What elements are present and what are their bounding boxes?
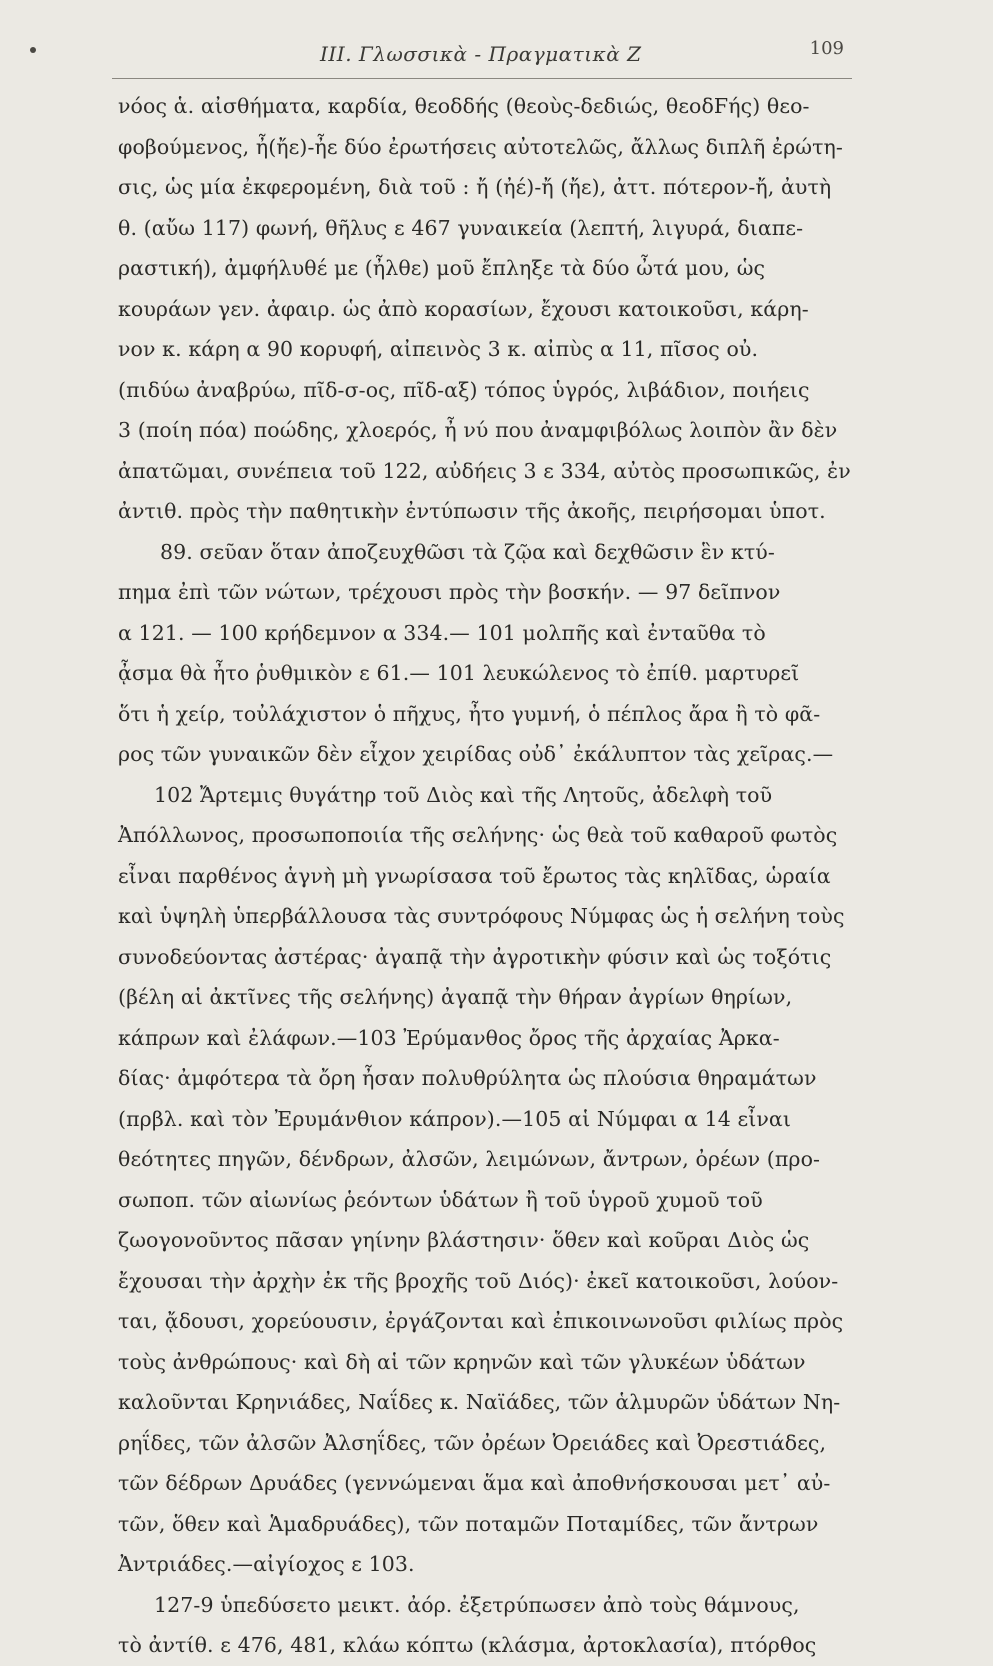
text-line: δίας· ἀμφότερα τὰ ὄρη ἦσαν πολυθρύλητα ὡς πλούσια θηραμάτων [118, 1066, 817, 1090]
text-line: κάπρων καὶ ἐλάφων.—103 Ἐρύμανθος ὄρος τῆς ἀρχαίας Ἀρκα- [118, 1025, 780, 1050]
text-line: εἶναι παρθένος ἁγνὴ μὴ γνωρίσασα τοῦ ἔρωτος τὰς κηλῖδας, ὡραία [118, 863, 831, 888]
text-line: θ. (αὔω 117) φωνή, θῆλυς ε 467 γυναικεία (λεπτή, λιγυρά, διαπε- [118, 215, 804, 240]
text-line: ὅτι ἡ χείρ, τοὐλάχιστον ὁ πῆχυς, ἦτο γυμνή, ὁ πέπλος ἄρα ἢ τὸ φᾶ- [118, 701, 821, 726]
text-line: ἀπατῶμαι, συνέπεια τοῦ 122, αὐδήεις 3 ε 334, αὐτὸς προσωπικῶς, ἐν [118, 458, 851, 483]
text-line: 127-9 ὑπεδύσετο μεικτ. ἀόρ. ἐξετρύπωσεν ἀπὸ τοὺς θάμνους, [154, 1592, 800, 1617]
text-line: νον κ. κάρη α 90 κορυφή, αἰπεινὸς 3 κ. αἰπὺς α 11, πῖσος οὐ. [118, 337, 759, 361]
text-line: ραστική), ἀμφήλυθέ με (ἦλθε) μοῦ ἔπληξε τὰ δύο ὦτά μου, ὡς [118, 256, 766, 280]
text-line: ἔχουσαι τὴν ἀρχὴν ἐκ τῆς βροχῆς τοῦ Διός)· ἐκεῖ κατοικοῦσι, λούον- [118, 1268, 839, 1293]
text-line: α 121. — 100 κρήδεμνον α 334.— 101 μολπῆς καὶ ἐνταῦθα τὸ [118, 620, 766, 645]
text-line: τὸ ἀντίθ. ε 476, 481, κλάω κόπτω (κλάσμα, ἀρτοκλασία), πτόρθος [118, 1633, 817, 1657]
text-line: (πρβλ. καὶ τὸν Ἐρυμάνθιον κάπρον).—105 αἱ Νύμφαι α 14 εἶναι [118, 1106, 791, 1131]
text-line: Ἀντριάδες.—αἰγίοχος ε 103. [118, 1552, 415, 1576]
text-line: καὶ ὑψηλὴ ὑπερβάλλουσα τὰς συντρόφους Νύμφας ὡς ἡ σελήνη τοὺς [118, 904, 845, 928]
text-line: ρος τῶν γυναικῶν δὲν εἶχον χειρίδας οὐδ᾽ ἐκάλυπτον τὰς χεῖρας.— [118, 742, 834, 766]
text-line: νόος ἁ. αἰσθήματα, καρδία, θεοδδής (θεοὺς-δεδιώς, θεοδϜής) θεο- [118, 94, 810, 118]
text-line: (πιδύω ἀναβρύω, πῖδ-σ-ος, πῖδ-αξ) τόπος ὑγρός, λιβάδιον, ποιήεις [118, 377, 810, 402]
text-line: 89. σεῦαν ὅταν ἀποζευχθῶσι τὰ ζῷα καὶ δεχθῶσιν ἓν κτύ- [160, 539, 775, 564]
running-header [112, 38, 852, 79]
text-line: τῶν δέδρων Δρυάδες (γεννώμεναι ἅμα καὶ ἀποθνήσκουσαι μετ᾽ αὐ- [118, 1471, 831, 1495]
text-line: 3 (ποίη πόα) ποώδης, χλοερός, ἦ νύ που ἀναμφιβόλως λοιπὸν ἂν δὲν [118, 418, 838, 442]
text-line: ἀντιθ. πρὸς τὴν παθητικὴν ἐντύπωσιν τῆς ἀκοῆς, πειρήσομαι ὑποτ. [118, 499, 826, 523]
text-line: σωποπ. τῶν αἰωνίως ῥεόντων ὑδάτων ἢ τοῦ ὑγροῦ χυμοῦ τοῦ [118, 1187, 763, 1212]
text-line: φοβούμενος, ἦ(ἤε)-ἦε δύο ἐρωτήσεις αὐτοτελῶς, ἄλλως διπλῆ ἐρώτη- [118, 134, 843, 159]
text-line: τῶν, ὅθεν καὶ Ἁμαδρυάδες), τῶν ποταμῶν Ποταμίδες, τῶν ἄντρων [118, 1511, 819, 1536]
margin-mark [30, 47, 36, 53]
text-line: (βέλη αἱ ἀκτῖνες τῆς σελήνης) ἀγαπᾷ τὴν θήραν ἀγρίων θηρίων, [118, 985, 793, 1009]
header-title: III. Γλωσσικὰ - Πραγματικὰ Ζ [320, 42, 642, 66]
text-line: πημα ἐπὶ τῶν νώτων, τρέχουσι πρὸς τὴν βοσκήν. — 97 δεῖπνον [118, 580, 781, 604]
text-line: τοὺς ἀνθρώπους· καὶ δὴ αἱ τῶν κρηνῶν καὶ τῶν γλυκέων ὑδάτων [118, 1349, 806, 1374]
commentary-text [118, 86, 876, 1666]
text-line: ᾆσμα θὰ ἦτο ῥυθμικὸν ε 61.— 101 λευκώλενος τὸ ἐπίθ. μαρτυρεῖ [118, 661, 800, 685]
text-line: σις, ὡς μία ἐκφερομένη, διὰ τοῦ : ἤ (ἠέ)-ἤ (ἤε), ἀττ. πότερον-ἤ, ἀυτὴ [118, 175, 832, 199]
text-line: κουράων γεν. ἀφαιρ. ὡς ἀπὸ κορασίων, ἔχουσι κατοικοῦσι, κάρη- [118, 296, 809, 321]
text-line: Ἀπόλλωνος, προσωποποιία τῆς σελήνης· ὡς θεὰ τοῦ καθαροῦ φωτὸς [118, 823, 838, 847]
text-line: ται, ᾄδουσι, χορεύουσιν, ἐργάζονται καὶ ἐπικοινωνοῦσι φιλίως πρὸς [118, 1309, 844, 1333]
text-line: ζωογονοῦντος πᾶσαν γηίνην βλάστησιν· ὅθεν καὶ κοῦραι Διὸς ὡς [118, 1228, 810, 1252]
text-line: ρηΐδες, τῶν ἀλσῶν Ἀλσηΐδες, τῶν ὀρέων Ὀρειάδες καὶ Ὀρεστιάδες, [118, 1430, 827, 1455]
text-line: 102 Ἄρτεμις θυγάτηρ τοῦ Διὸς καὶ τῆς Λητοῦς, ἀδελφὴ τοῦ [154, 782, 773, 807]
page-number: 109 [809, 38, 844, 59]
text-line: συνοδεύοντας ἀστέρας· ἀγαπᾷ τὴν ἀγροτικὴν φύσιν καὶ ὡς τοξότις [118, 944, 832, 969]
text-line: καλοῦνται Κρηνιάδες, Ναΐδες κ. Ναϊάδες, τῶν ἁλμυρῶν ὑδάτων Νη- [118, 1390, 841, 1414]
text-line: θεότητες πηγῶν, δένδρων, ἀλσῶν, λειμώνων, ἄντρων, ὀρέων (προ- [118, 1147, 821, 1171]
